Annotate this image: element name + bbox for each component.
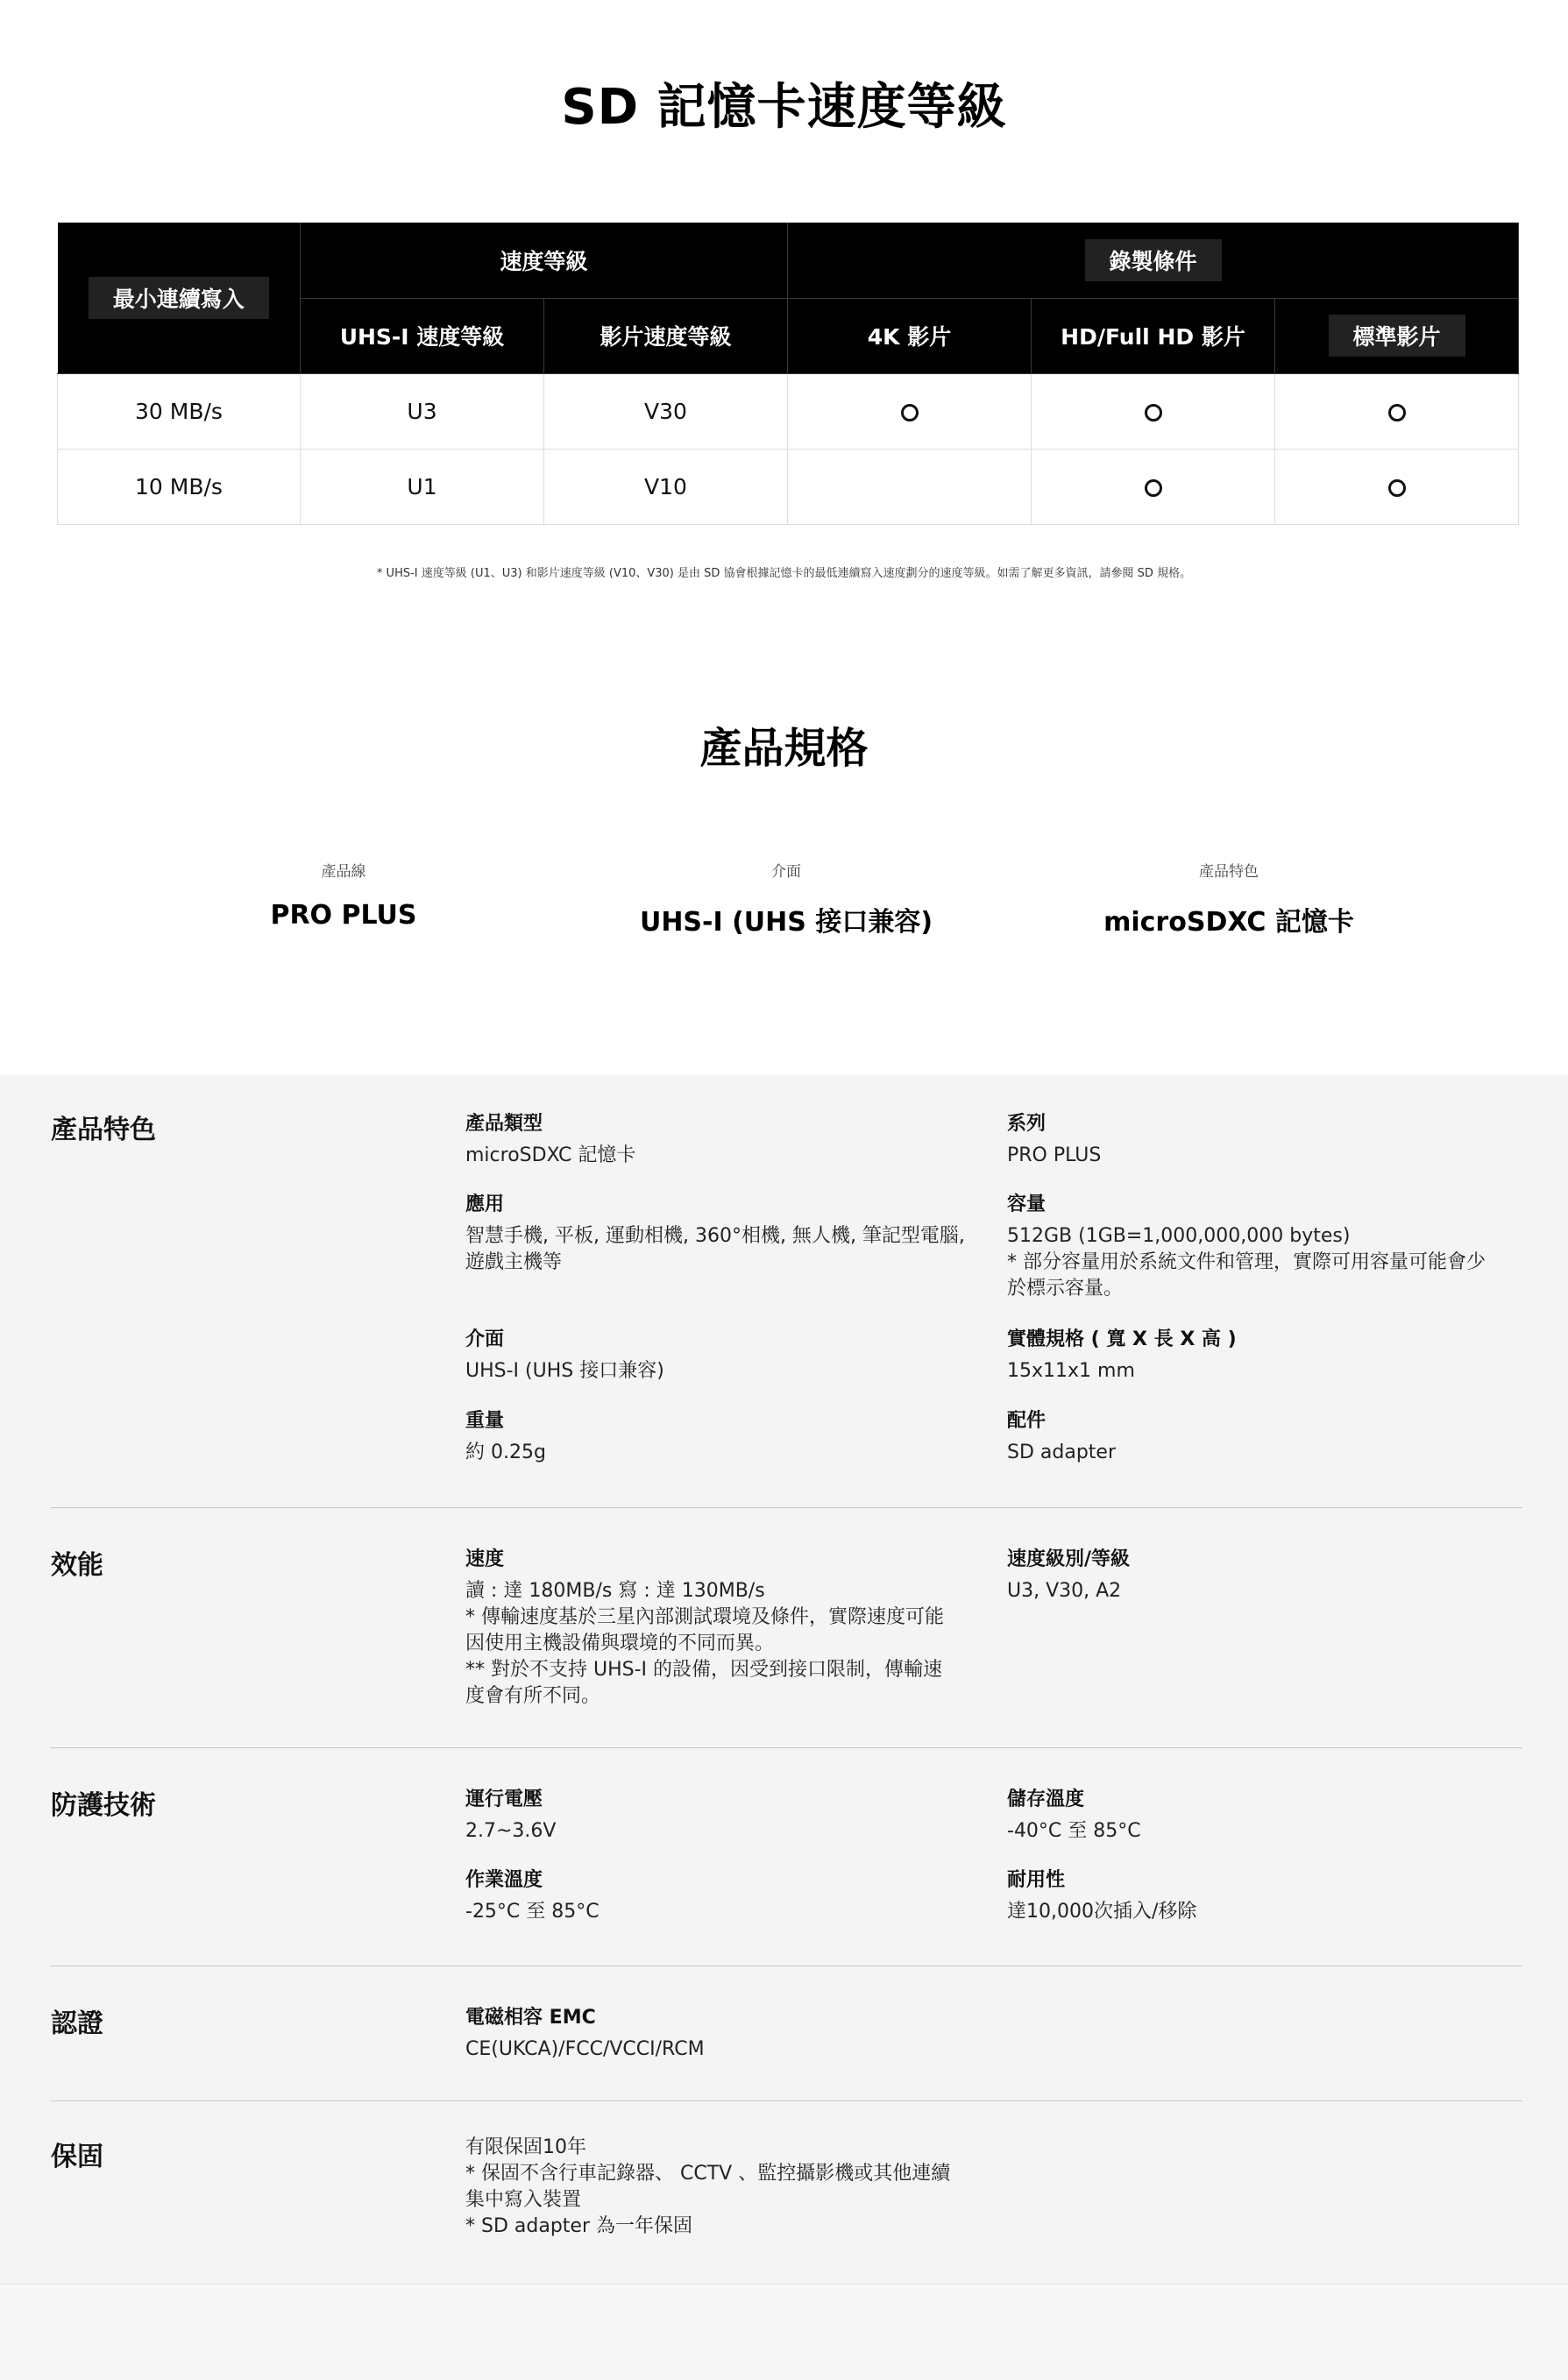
header-recording-label: 錄製條件: [1085, 239, 1222, 281]
header-speed-group: 速度等級: [301, 223, 788, 298]
section-title: 效能: [51, 1550, 103, 1581]
spec-product-type: [465, 1111, 965, 1169]
cell-uhs: U3: [301, 373, 544, 449]
cell-min-write: 10 MB/s: [58, 449, 301, 524]
spec-accessory: [1007, 1408, 1507, 1466]
section-title: 產品特色: [51, 1115, 156, 1145]
spec-label: 應用: [465, 1194, 505, 1215]
spec-value: 512GB (1GB=1,000,000,000 bytes) * 部分容量用於系統文件和管理，實際可用容量可能會少 於標示容量。: [1007, 1225, 1486, 1300]
cell-standard: [1275, 449, 1519, 524]
header-hd: HD/Full HD 影片: [1032, 298, 1275, 373]
cell-min-write: 30 MB/s: [58, 373, 301, 449]
highlight-label: 產品線: [321, 863, 366, 881]
spec-label: 速度級別/等級: [1007, 1548, 1131, 1570]
header-standard: [1275, 298, 1519, 373]
spec-label: 儲存溫度: [1007, 1789, 1085, 1810]
spec-value: 15x11x1 mm: [1007, 1360, 1135, 1382]
spec-interface: [465, 1327, 965, 1385]
spec-value: UHS-I (UHS 接口兼容): [465, 1360, 664, 1382]
cell-4k: [788, 449, 1032, 524]
spec-label: 系列: [1007, 1113, 1047, 1135]
highlight-label: 介面: [771, 863, 801, 881]
header-min-write-label: 最小連續寫入: [89, 277, 269, 319]
supported-circle-icon: [1388, 404, 1406, 421]
spec-details: [0, 1074, 1568, 2284]
highlight-product-line: [116, 859, 571, 931]
cell-uhs: U1: [301, 449, 544, 524]
spec-value: 智慧手機, 平板, 運動相機, 360°相機, 無人機, 筆記型電腦, 遊戲主機等: [465, 1225, 965, 1273]
cell-4k: [788, 373, 1032, 449]
header-4k: 4K 影片: [788, 298, 1032, 373]
spec-value: PRO PLUS: [1007, 1144, 1102, 1166]
highlight-label: 產品特色: [1199, 863, 1259, 881]
cell-video: V30: [544, 373, 788, 449]
highlight-interface: [558, 859, 1014, 939]
spec-value: CE(UKCA)/FCC/VCCI/RCM: [465, 2038, 705, 2060]
spec-dimensions: [1007, 1327, 1507, 1385]
cell-hd: [1032, 373, 1275, 449]
spec-value: microSDXC 記憶卡: [465, 1144, 636, 1166]
table-row: [58, 373, 1519, 449]
spec-capacity: [1007, 1192, 1507, 1302]
spec-warranty: [465, 2135, 965, 2240]
spec-speed: [465, 1547, 965, 1710]
cell-hd: [1032, 449, 1275, 524]
spec-label: 運行電壓: [465, 1789, 543, 1810]
highlight-value: UHS-I (UHS 接口兼容): [639, 907, 933, 938]
spec-label: 速度: [465, 1548, 505, 1570]
section-title: 認證: [51, 2008, 103, 2039]
spec-value: -25°C 至 85°C: [465, 1901, 600, 1923]
spec-application: [465, 1192, 965, 1276]
spec-value: 達10,000次插入/移除: [1007, 1901, 1197, 1923]
spec-section-features: [51, 1074, 1522, 1507]
spec-operating-temp: [465, 1867, 965, 1925]
spec-value: 有限保固10年 * 保固不含行車記錄器、 CCTV 、監控攝影機或其他連續 集中寫入裝置 * SD adapter 為一年保固: [465, 2136, 951, 2237]
spec-weight: [465, 1408, 965, 1466]
spec-value: U3, V30, A2: [1007, 1580, 1122, 1602]
spec-section-protection: [51, 1747, 1522, 1966]
speed-class-section: [0, 0, 1568, 1074]
spec-label: 容量: [1007, 1194, 1047, 1215]
table-row: [58, 449, 1519, 524]
spec-speed-class: [1007, 1547, 1507, 1604]
spec-voltage: [465, 1787, 965, 1845]
spec-label: 耐用性: [1007, 1869, 1066, 1891]
supported-circle-icon: [1145, 479, 1162, 497]
section-title: 保固: [51, 2142, 103, 2172]
highlight-feature: [1001, 859, 1457, 939]
spec-storage-temp: [1007, 1787, 1507, 1845]
spec-section-certification: [51, 1966, 1522, 2100]
spec-label: 產品類型: [465, 1113, 543, 1135]
spec-title: 產品規格: [699, 724, 869, 773]
spec-label: 介面: [465, 1328, 505, 1350]
speed-class-title: SD 記憶卡速度等級: [561, 79, 1007, 136]
supported-circle-icon: [1388, 479, 1406, 497]
spec-value: 2.7~3.6V: [465, 1820, 557, 1842]
spec-label: 電磁相容 EMC: [465, 2007, 596, 2029]
spec-value: 讀 : 達 180MB/s 寫 : 達 130MB/s * 傳輸速度基於三星內部測試環境及條件，實際速度可能 因使用主機設備與環境的不同而異。 ** 對於不支持 UHS-I 的設備，因受到接口限制，傳輸速 度會有所不同。: [465, 1580, 944, 1707]
spec-durability: [1007, 1867, 1507, 1925]
header-video-speed: 影片速度等級: [544, 298, 788, 373]
spec-label: 重量: [465, 1410, 505, 1432]
spec-label: 實體規格 ( 寬 X 長 X 高 ): [1007, 1328, 1237, 1350]
spec-section-warranty: [51, 2100, 1522, 2284]
highlight-value: PRO PLUS: [270, 900, 417, 931]
speed-class-footnote: * UHS-I 速度等級 (U1、U3) 和影片速度等級 (V10、V30) 是由 SD 協會根據記憶卡的最低連續寫入速度劃分的速度等級。如需了解更多資訊，請參閱 SD 規格。: [376, 567, 1192, 580]
cell-video: V10: [544, 449, 788, 524]
spec-label: 作業溫度: [465, 1869, 543, 1891]
header-uhs-speed: UHS-I 速度等級: [301, 298, 544, 373]
cell-standard: [1275, 373, 1519, 449]
supported-circle-icon: [1145, 404, 1162, 421]
spec-emc: [465, 2005, 965, 2063]
header-recording-group: [788, 223, 1519, 298]
spec-value: -40°C 至 85°C: [1007, 1820, 1141, 1842]
header-min-write: [58, 223, 301, 373]
spec-series: [1007, 1111, 1507, 1169]
section-title: 防護技術: [51, 1790, 156, 1821]
spec-value: 約 0.25g: [465, 1441, 546, 1463]
spec-label: 配件: [1007, 1410, 1047, 1432]
spec-section-performance: [51, 1507, 1522, 1747]
supported-circle-icon: [901, 404, 919, 421]
spec-value: SD adapter: [1007, 1441, 1116, 1463]
page-bottom-band: [0, 2284, 1568, 2380]
speed-class-table: [57, 223, 1519, 525]
highlight-value: microSDXC 記憶卡: [1103, 907, 1354, 938]
header-standard-label: 標準影片: [1329, 315, 1465, 357]
